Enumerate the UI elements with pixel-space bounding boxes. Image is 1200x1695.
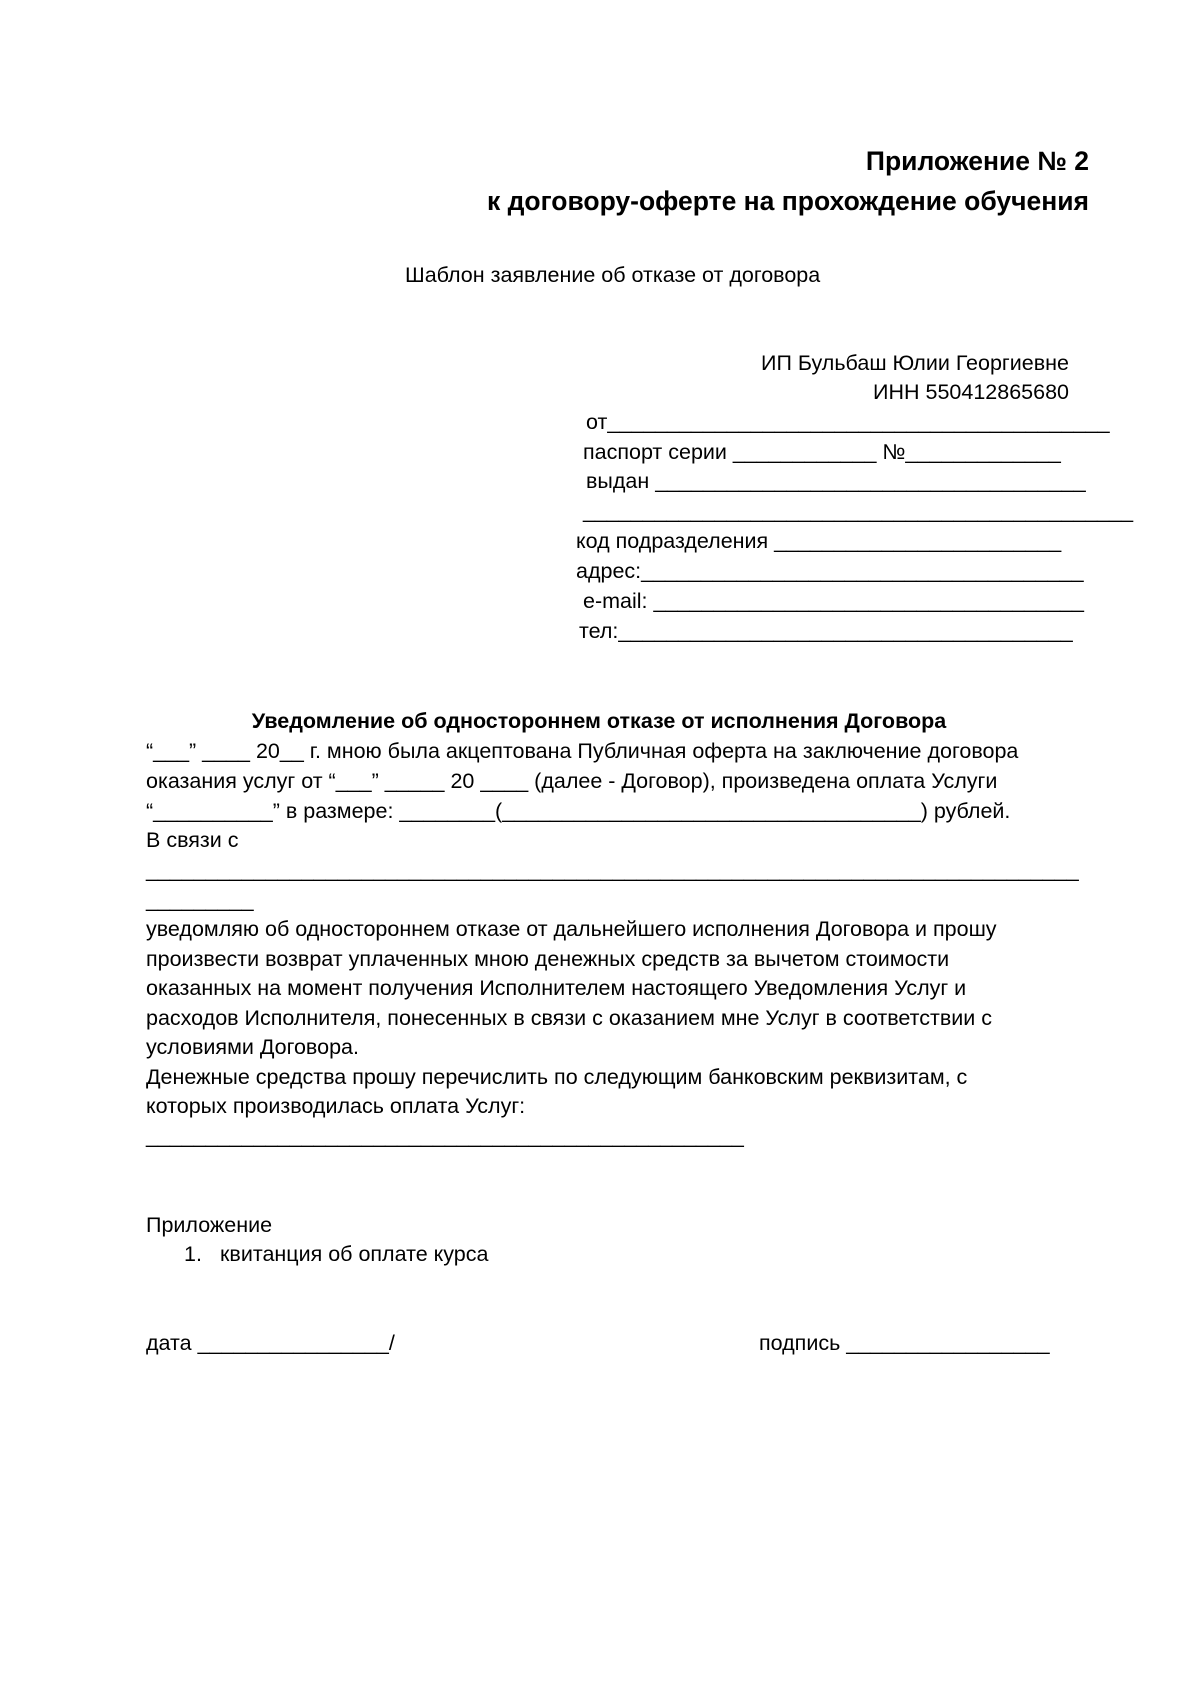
notice-line: “__________” в размере: ________(___________________________________) рублей. <box>146 799 1011 823</box>
appendix-title: Приложение № 2 <box>865 146 1089 176</box>
appendix-subtitle: к договору-оферте на прохождение обучения <box>486 186 1089 216</box>
attachment-item <box>184 1240 488 1269</box>
sender-phone-field: тел:______________________________________ <box>579 619 1073 643</box>
notice-line: расходов Исполнителя, понесенных в связи с оказанием мне Услуг в соответствии с <box>146 1006 992 1030</box>
recipient-inn: ИНН 550412865680 <box>873 380 1069 404</box>
sender-issued-field: выдан ____________________________________ <box>586 469 1086 493</box>
notice-line: “___” ____ 20__ г. мною была акцептована Публичная оферта на заключение договора <box>146 739 1019 763</box>
notice-line: В связи с <box>146 828 239 852</box>
reason-blank-line: ______________________________________________________________________________ <box>146 858 1079 882</box>
sender-address-field: адрес:_____________________________________ <box>576 559 1084 583</box>
recipient-name: ИП Бульбаш Юлии Георгиевне <box>761 351 1069 375</box>
attachments-label: Приложение <box>146 1213 273 1237</box>
notice-line: оказанных на момент получения Исполнителем настоящего Уведомления Услуг и <box>146 976 967 1000</box>
notice-heading: Уведомление об одностороннем отказе от исполнения Договора <box>251 709 947 733</box>
notice-line: которых производилась оплата Услуг: <box>146 1094 526 1118</box>
notice-line: Денежные средства прошу перечислить по следующим банковским реквизитам, с <box>146 1065 968 1089</box>
sender-from-field: от__________________________________________ <box>586 410 1110 434</box>
reason-blank-line: _________ <box>146 888 254 912</box>
attachment-item-text: квитанция об оплате курса <box>220 1242 489 1266</box>
sender-division-code-field: код подразделения ________________________ <box>576 529 1062 553</box>
notice-line: уведомляю об одностороннем отказе от дальнейшего исполнения Договора и прошу <box>146 917 997 941</box>
sender-passport-field: паспорт серии ____________ №_____________ <box>583 440 1061 464</box>
attachment-item-number: 1. <box>184 1242 202 1266</box>
signature-field: подпись _________________ <box>759 1331 1050 1355</box>
notice-line: условиями Договора. <box>146 1035 359 1059</box>
sender-issued-continuation: ______________________________________________ <box>583 499 1134 523</box>
sender-email-field: e-mail: ____________________________________ <box>583 589 1084 613</box>
bank-details-blank-line: __________________________________________________ <box>146 1124 744 1148</box>
date-field: дата ________________/ <box>146 1331 395 1355</box>
notice-line: произвести возврат уплаченных мною денежных средств за вычетом стоимости <box>146 947 950 971</box>
notice-line: оказания услуг от “___” _____ 20 ____ (далее - Договор), произведена оплата Услуги <box>146 769 998 793</box>
template-caption: Шаблон заявление об отказе от договора <box>405 263 821 287</box>
